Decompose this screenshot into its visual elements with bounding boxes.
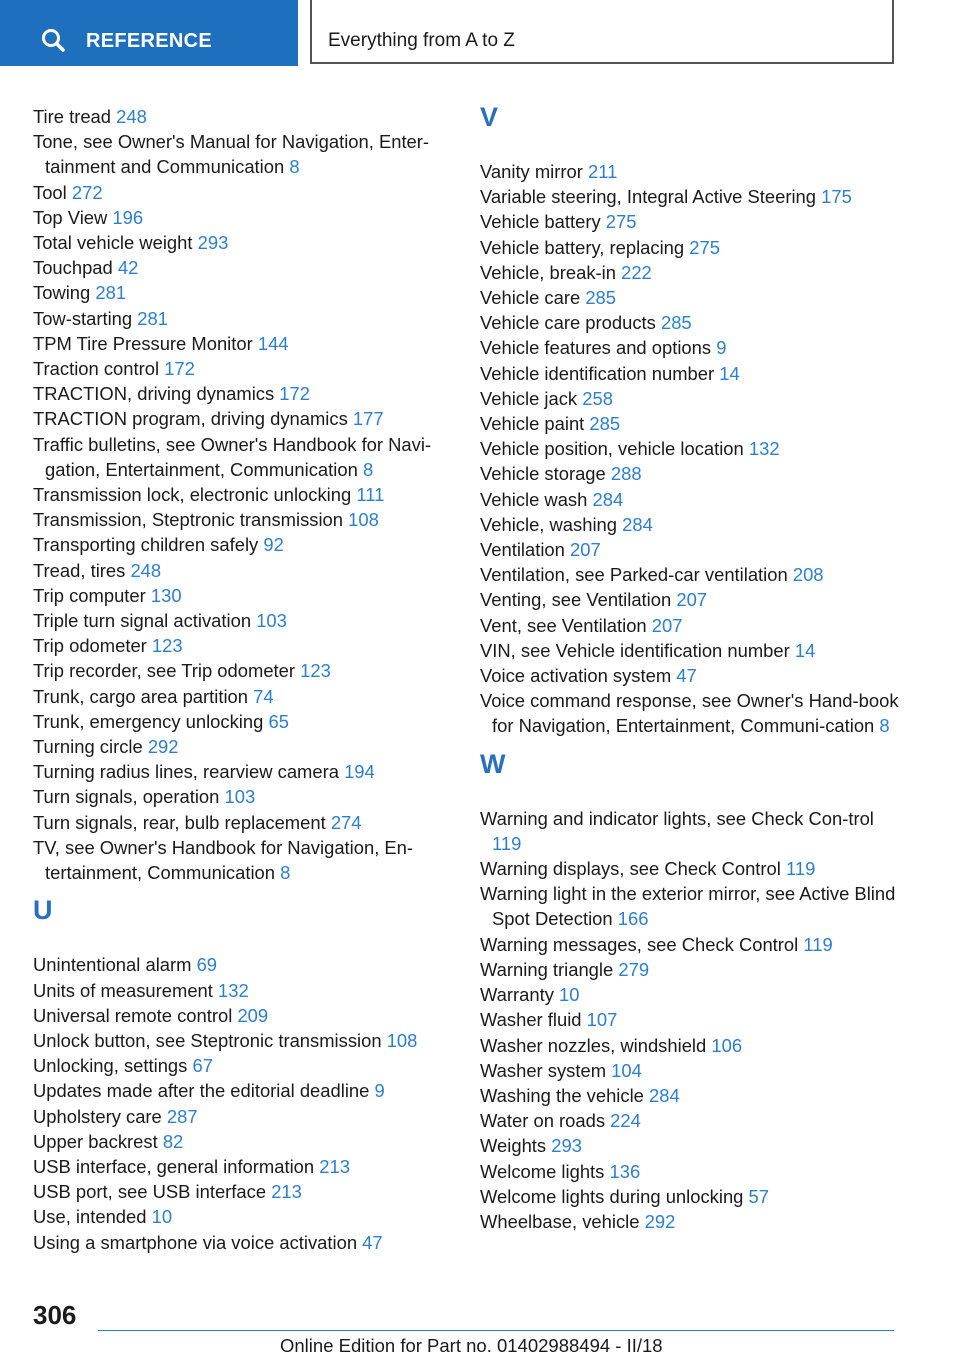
page-reference-link[interactable]: 69 xyxy=(196,954,218,976)
index-entry-text: Vehicle care products xyxy=(480,312,656,334)
index-entry xyxy=(480,1209,900,1234)
index-entry xyxy=(33,205,453,230)
page-reference-link[interactable]: 132 xyxy=(218,979,249,1001)
page-reference-link[interactable]: 177 xyxy=(352,408,384,430)
index-entry xyxy=(33,1028,453,1053)
page-reference-link[interactable]: 175 xyxy=(821,186,852,208)
index-entry-text: Warning displays, see Check Control xyxy=(480,858,781,880)
index-entry-text: Touchpad xyxy=(33,257,113,279)
page-reference-link[interactable]: 288 xyxy=(610,463,642,485)
index-entry xyxy=(480,1159,900,1184)
index-letter-v: V xyxy=(480,102,499,132)
index-group-w xyxy=(480,806,900,1234)
page-reference-link[interactable]: 284 xyxy=(649,1084,680,1106)
page-reference-link[interactable]: 74 xyxy=(253,685,274,707)
index-entry xyxy=(480,411,900,436)
index-entry-text: Turning radius lines, rearview camera xyxy=(33,761,339,783)
index-entry-text: Vehicle storage xyxy=(480,463,606,485)
index-entry xyxy=(480,663,900,688)
index-entry xyxy=(33,558,453,583)
index-entry-text: Washer fluid xyxy=(480,1009,582,1031)
index-entry-text: Transporting children safely xyxy=(33,534,259,556)
index-entry xyxy=(480,587,900,612)
index-entry xyxy=(33,709,453,734)
page-reference-link[interactable]: 196 xyxy=(112,206,144,228)
index-entry xyxy=(480,260,900,285)
index-entry-text: Unlock button, see Steptronic transmission xyxy=(33,1029,382,1051)
page-reference-link[interactable]: 285 xyxy=(585,287,616,309)
page-reference-link[interactable]: 208 xyxy=(792,564,824,586)
index-entry-text: USB interface, general information xyxy=(33,1155,315,1177)
index-entry xyxy=(33,1179,453,1204)
index-entry-text: Ventilation xyxy=(480,539,565,561)
page-reference-link[interactable]: 130 xyxy=(150,584,182,606)
page-reference-link[interactable]: 285 xyxy=(589,413,621,435)
index-entry-text: Warning and indicator lights, see Check Con-trol xyxy=(480,807,874,829)
index-entry xyxy=(33,1053,453,1078)
index-entry-text: Vehicle position, vehicle location xyxy=(480,438,744,460)
page-reference-link[interactable]: 65 xyxy=(268,710,289,732)
index-entry xyxy=(480,436,900,461)
index-entry-text: Upholstery care xyxy=(33,1105,162,1127)
index-entry-text: Warning triangle xyxy=(480,958,614,980)
index-entry xyxy=(33,1204,453,1229)
index-entry-text: Vehicle, break-in xyxy=(480,261,616,283)
index-entry-text: Voice command response, see Owner's Hand-book for Navigation, Entertainment, Communi-cation xyxy=(480,690,899,737)
index-entry xyxy=(33,1154,453,1179)
index-entry xyxy=(33,356,453,381)
index-entry-text: Turn signals, operation xyxy=(33,786,220,808)
index-entry-text: USB port, see USB interface xyxy=(33,1181,267,1203)
index-entry xyxy=(33,280,453,305)
index-entry-text: Warranty xyxy=(480,984,554,1006)
index-entry xyxy=(480,932,900,957)
index-entry-text: Vehicle, washing xyxy=(480,513,617,535)
index-entry xyxy=(33,633,453,658)
index-entry xyxy=(33,1104,453,1129)
page-reference-link[interactable]: 106 xyxy=(711,1034,743,1056)
index-entry-text: Universal remote control xyxy=(33,1004,233,1026)
index-entry-text: Weights xyxy=(480,1135,547,1157)
index-entry xyxy=(480,209,900,234)
index-entry xyxy=(480,1058,900,1083)
index-entry xyxy=(480,688,900,738)
index-entry-text: TRACTION, driving dynamics xyxy=(33,383,275,405)
index-entry-text: Washing the vehicle xyxy=(480,1084,644,1106)
page-reference-link[interactable]: 10 xyxy=(151,1206,173,1228)
page-reference-link[interactable]: 57 xyxy=(748,1185,769,1207)
page-reference-link[interactable]: 107 xyxy=(586,1009,618,1031)
index-entry-text: Tow-starting xyxy=(33,307,133,329)
index-entry xyxy=(480,562,900,587)
page-reference-link[interactable]: 42 xyxy=(117,257,139,279)
index-entry xyxy=(33,532,453,557)
index-column-left xyxy=(33,104,453,1255)
section-title: Everything from A to Z xyxy=(328,30,515,51)
index-entry-text: Transmission lock, electronic unlocking xyxy=(33,484,352,506)
page-reference-link[interactable]: 275 xyxy=(689,236,720,258)
page-number: 306 xyxy=(33,1300,77,1330)
index-entry xyxy=(33,230,453,255)
page-reference-link[interactable]: 108 xyxy=(348,509,379,531)
index-entry xyxy=(480,1007,900,1032)
index-entry-text: Vehicle care xyxy=(480,287,581,309)
index-entry-text: Venting, see Ventilation xyxy=(480,589,672,611)
page-reference-link[interactable]: 281 xyxy=(137,307,168,329)
page-reference-link[interactable]: 292 xyxy=(644,1210,676,1232)
index-entry-text: Vehicle paint xyxy=(480,413,585,435)
page-reference-link[interactable]: 47 xyxy=(362,1231,383,1253)
index-entry-text: Trip computer xyxy=(33,584,146,606)
index-entry-text: Vanity mirror xyxy=(480,161,583,182)
index-entry-text: Tool xyxy=(33,181,67,203)
index-entry-text: Turn signals, rear, bulb replacement xyxy=(33,811,326,833)
index-entry-text: Trunk, emergency unlocking xyxy=(33,710,264,732)
page-reference-link[interactable]: 207 xyxy=(570,539,601,561)
page-header xyxy=(0,0,960,66)
page-reference-link[interactable]: 248 xyxy=(130,559,162,581)
page-reference-link[interactable]: 284 xyxy=(592,488,624,510)
index-entry xyxy=(33,381,453,406)
index-entry xyxy=(480,1184,900,1209)
index-entry xyxy=(480,461,900,486)
index-entry xyxy=(33,1230,453,1255)
page-reference-link[interactable]: 281 xyxy=(95,282,127,304)
page-reference-link[interactable]: 144 xyxy=(257,332,289,354)
index-entry-text: Welcome lights xyxy=(480,1160,605,1182)
index-entry xyxy=(480,310,900,335)
index-entry xyxy=(480,638,900,663)
page-reference-link[interactable]: 172 xyxy=(164,358,195,380)
page-reference-link[interactable]: 213 xyxy=(271,1181,302,1203)
page-reference-link[interactable]: 8 xyxy=(280,862,291,884)
index-entry xyxy=(33,255,453,280)
index-entry-text: Trip odometer xyxy=(33,635,147,657)
page-reference-link[interactable]: 119 xyxy=(803,933,833,955)
page-reference-link[interactable]: 14 xyxy=(719,362,740,384)
page-reference-link[interactable]: 136 xyxy=(609,1160,641,1182)
index-entry xyxy=(480,957,900,982)
page-reference-link[interactable]: 67 xyxy=(192,1055,213,1077)
page-reference-link[interactable]: 14 xyxy=(794,639,816,661)
page-reference-link[interactable]: 293 xyxy=(197,232,229,254)
index-group-t xyxy=(33,104,453,885)
index-entry-text: VIN, see Vehicle identification number xyxy=(480,639,790,661)
index-entry-text: Units of measurement xyxy=(33,979,213,1001)
index-entry xyxy=(480,487,900,512)
index-entry xyxy=(33,507,453,532)
page-reference-link[interactable]: 274 xyxy=(330,811,362,833)
index-entry-text: Water on roads xyxy=(480,1110,606,1132)
search-icon xyxy=(40,27,66,53)
index-entry xyxy=(33,608,453,633)
index-entry xyxy=(33,759,453,784)
index-entry xyxy=(33,406,453,431)
page-reference-link[interactable]: 279 xyxy=(618,958,650,980)
index-entry-text: Vehicle jack xyxy=(480,387,578,409)
index-entry-text: Trip recorder, see Trip odometer xyxy=(33,660,296,682)
index-entry xyxy=(480,1108,900,1133)
page-reference-link[interactable]: 123 xyxy=(300,660,331,682)
page-reference-link[interactable]: 211 xyxy=(588,161,618,182)
index-entry-text: Vehicle identification number xyxy=(480,362,715,384)
index-entry xyxy=(480,512,900,537)
index-entry-text: Welcome lights during unlocking xyxy=(480,1185,744,1207)
index-entry-text: Traffic bulletins, see Owner's Handbook for Navi-gation, Entertainment, Communication xyxy=(33,433,432,480)
index-entry xyxy=(33,331,453,356)
index-entry-text: Transmission, Steptronic transmission xyxy=(33,509,344,531)
page-reference-link[interactable]: 8 xyxy=(879,715,890,737)
index-entry xyxy=(33,810,453,835)
index-entry xyxy=(480,982,900,1007)
page-reference-link[interactable]: 108 xyxy=(386,1029,418,1051)
index-entry xyxy=(480,1083,900,1108)
footer-divider xyxy=(98,1330,894,1331)
index-entry xyxy=(33,432,453,482)
index-entry-text: Top View xyxy=(33,206,108,228)
page-reference-link[interactable]: 284 xyxy=(622,513,653,535)
page-reference-link[interactable]: 103 xyxy=(256,610,287,632)
index-entry xyxy=(33,684,453,709)
index-entry-text: Upper backrest xyxy=(33,1130,158,1152)
page-reference-link[interactable]: 132 xyxy=(748,438,780,460)
index-entry-text: TPM Tire Pressure Monitor xyxy=(33,332,253,354)
index-entry xyxy=(33,784,453,809)
reference-tab-label: REFERENCE xyxy=(86,30,213,52)
index-entry xyxy=(480,1033,900,1058)
index-entry xyxy=(33,583,453,608)
index-entry xyxy=(480,335,900,360)
index-entry-text: Tread, tires xyxy=(33,559,126,581)
index-entry xyxy=(33,1003,453,1028)
index-entry xyxy=(480,235,900,260)
page-reference-link[interactable]: 82 xyxy=(162,1130,184,1152)
index-entry xyxy=(33,952,453,977)
index-letter-w: W xyxy=(480,748,506,779)
index-entry xyxy=(480,386,900,411)
index-entry xyxy=(480,159,900,184)
page-reference-link[interactable]: 292 xyxy=(147,736,179,758)
index-column-right xyxy=(480,104,900,1234)
index-entry xyxy=(33,1129,453,1154)
index-entry xyxy=(480,361,900,386)
index-entry-text: Trunk, cargo area partition xyxy=(33,685,249,707)
index-entry-text: Turning circle xyxy=(33,736,143,758)
index-entry xyxy=(480,1133,900,1158)
page-reference-link[interactable]: 194 xyxy=(344,761,375,783)
index-entry xyxy=(33,180,453,205)
index-group-u xyxy=(33,952,453,1254)
page-reference-link[interactable]: 119 xyxy=(492,832,522,854)
page-reference-link[interactable]: 8 xyxy=(289,156,300,178)
index-entry-text: Triple turn signal activation xyxy=(33,610,252,632)
index-entry xyxy=(33,835,453,885)
index-entry-text: Washer nozzles, windshield xyxy=(480,1034,707,1056)
page-reference-link[interactable]: 213 xyxy=(319,1155,350,1177)
page-reference-link[interactable]: 9 xyxy=(374,1080,385,1102)
index-entry xyxy=(33,482,453,507)
index-entry xyxy=(480,806,900,856)
page-reference-link[interactable]: 207 xyxy=(676,589,708,611)
page-reference-link[interactable]: 8 xyxy=(362,458,374,480)
index-entry-text: Vehicle wash xyxy=(480,488,588,510)
index-entry-text: TRACTION program, driving dynamics xyxy=(33,408,348,430)
page-reference-link[interactable]: 119 xyxy=(785,858,816,880)
reference-tab[interactable] xyxy=(0,0,298,66)
page-reference-link[interactable]: 10 xyxy=(559,984,580,1006)
index-entry xyxy=(480,285,900,310)
page-reference-link[interactable]: 224 xyxy=(610,1110,641,1132)
index-entry xyxy=(480,184,900,209)
index-entry-text: Voice activation system xyxy=(480,665,672,687)
page-reference-link[interactable]: 92 xyxy=(263,534,284,556)
index-entry xyxy=(33,734,453,759)
index-group-v xyxy=(480,159,900,739)
index-entry-text: Unintentional alarm xyxy=(33,954,192,976)
page-reference-link[interactable]: 285 xyxy=(660,312,692,334)
index-entry xyxy=(33,306,453,331)
index-entry xyxy=(33,1078,453,1103)
edition-text: Online Edition for Part no. 01402988494 - II/18 xyxy=(280,1335,663,1356)
index-entry xyxy=(480,537,900,562)
index-entry-text: Use, intended xyxy=(33,1206,147,1228)
page-reference-link[interactable]: 207 xyxy=(651,614,683,636)
index-entry-text: TV, see Owner's Handbook for Navigation, En-tertainment, Communication xyxy=(33,836,414,884)
index-entry xyxy=(33,104,453,129)
page-reference-link[interactable]: 272 xyxy=(71,181,103,203)
index-entry-text: Updates made after the editorial deadline xyxy=(33,1080,370,1102)
index-entry-text: Ventilation, see Parked-car ventilation xyxy=(480,564,788,586)
index-entry-text: Traction control xyxy=(33,358,160,380)
index-entry-text: Unlocking, settings xyxy=(33,1055,188,1077)
page-reference-link[interactable]: 258 xyxy=(582,387,613,409)
page-reference-link[interactable]: 103 xyxy=(224,786,256,808)
page-reference-link[interactable]: 222 xyxy=(621,261,652,283)
index-entry xyxy=(33,978,453,1003)
index-entry-text: Washer system xyxy=(480,1059,607,1081)
page-reference-link[interactable]: 123 xyxy=(151,635,183,657)
index-entry xyxy=(33,129,453,179)
page-reference-link[interactable]: 248 xyxy=(116,106,147,127)
index-entry-text: Variable steering, Integral Active Steering xyxy=(480,186,816,208)
index-entry-text: Total vehicle weight xyxy=(33,232,193,254)
page-reference-link[interactable]: 287 xyxy=(166,1105,198,1127)
page-reference-link[interactable]: 9 xyxy=(716,337,727,359)
section-title-box xyxy=(310,0,894,64)
index-entry-text: Warning light in the exterior mirror, see Active Blind Spot Detection xyxy=(480,883,896,930)
index-entry-text: Tire tread xyxy=(33,106,112,127)
index-entry-text: Vehicle features and options xyxy=(480,337,712,359)
page-reference-link[interactable]: 209 xyxy=(237,1004,269,1026)
index-entry-text: Towing xyxy=(33,282,91,304)
index-entry xyxy=(480,881,900,931)
index-entry-text: Using a smartphone via voice activation xyxy=(33,1231,358,1253)
index-letter-u: U xyxy=(33,895,53,926)
page-reference-link[interactable]: 172 xyxy=(279,383,310,405)
page-reference-link[interactable]: 111 xyxy=(356,484,385,506)
page-reference-link[interactable]: 275 xyxy=(605,211,637,233)
index-entry-text: Wheelbase, vehicle xyxy=(480,1210,640,1232)
index-entry-text: Vehicle battery, replacing xyxy=(480,236,685,258)
index-entry-text: Tone, see Owner's Manual for Navigation, Enter-tainment and Communication xyxy=(33,131,430,178)
index-entry xyxy=(33,658,453,683)
page-reference-link[interactable]: 104 xyxy=(611,1059,642,1081)
index-entry-text: Vehicle battery xyxy=(480,211,601,233)
page-reference-link[interactable]: 47 xyxy=(676,665,697,687)
index-entry xyxy=(480,613,900,638)
page-reference-link[interactable]: 293 xyxy=(551,1135,582,1157)
index-entry-text: Vent, see Ventilation xyxy=(480,614,647,636)
page-reference-link[interactable]: 166 xyxy=(617,908,649,930)
index-entry-text: Warning messages, see Check Control xyxy=(480,933,799,955)
index-entry xyxy=(480,856,900,881)
